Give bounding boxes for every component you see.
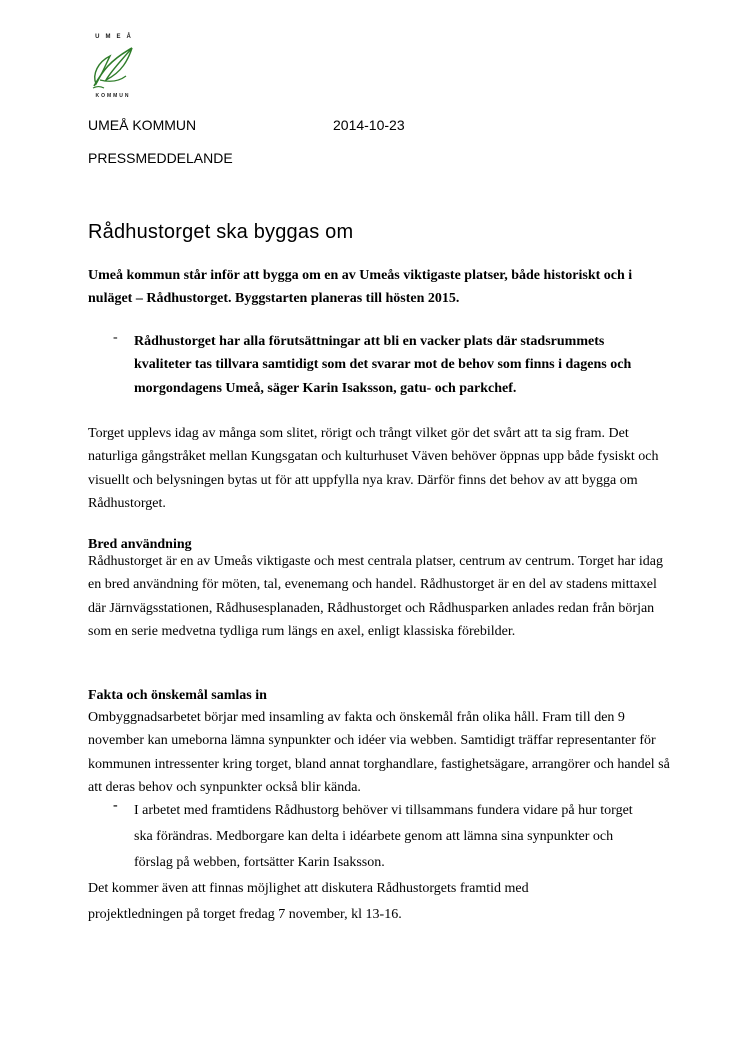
- closing-paragraph: Det kommer även att finnas möjlighet att diskutera Rådhustorgets framtid med projektledningen på torget fredag 7 november, kl 13-16.: [88, 881, 529, 922]
- quote1-text: Rådhustorget har alla förutsättningar att bli en vacker plats där stadsrummets kvaliteter tas tillvara samtidigt som det svarar mot de behov som finns i dagens och morgondagens Umeå, säger Karin Isaksson, gatu- och parkchef.: [134, 334, 632, 396]
- page-title: Rådhustorget ska byggas om: [88, 221, 354, 243]
- section1-text: Rådhustorget är en av Umeås viktigaste och mest centrala platser, centrum av centrum. Torget har idag en bred användning för möten, tal, evenemang och handel. Rådhustorget är en del av stadens mittaxel där Järnvägsstationen, Rådhusesplanaden, Rådhustorget och Rådhusparken anlades redan från början som en serie medvetna tydliga rum längs en axel, enligt klassiska förebilder.: [88, 554, 663, 639]
- section2-heading: Fakta och önskemål samlas in: [88, 688, 267, 703]
- document-type: PRESSMEDDELANDE: [88, 150, 233, 166]
- quote1-dash: -: [113, 330, 118, 345]
- lead-paragraph: Umeå kommun står inför att bygga om en av Umeås viktigaste platser, både historiskt och i nuläget – Rådhustorget. Byggstarten planeras till hösten 2015.: [88, 268, 633, 307]
- section1-heading: Bred användning: [88, 537, 192, 552]
- document-date: 2014-10-23: [333, 117, 405, 133]
- leaf-icon: [88, 42, 138, 92]
- organization-name: UMEÅ KOMMUN: [88, 117, 197, 133]
- logo-bottom-text: KOMMUN: [95, 93, 131, 99]
- umea-kommun-logo: [88, 34, 138, 102]
- quote2-dash: -: [113, 798, 118, 813]
- section2-text: Ombyggnadsarbetet börjar med insamling av fakta och önskemål från olika håll. Fram till den 9 november kan umeborna lämna synpunkter och idéer via webben. Samtidigt träffar representanter för kommunen intressenter kring torget, bland annat torghandlare, fastighetsägare, arrangörer och handel så att deras behov och synpunkter också blir kända.: [88, 710, 670, 795]
- intro-paragraph: Torget upplevs idag av många som slitet, rörigt och trångt vilket gör det svårt att ta sig fram. Det naturliga gångstråket mellan Kungsgatan och kulturhuset Väven behöver öppnas upp både fysiskt och visuellt och belysningen bytas ut för att uppfylla nya krav. Därför finns det behov av att bygga om Rådhustorget.: [88, 426, 659, 511]
- logo-top-text: UMEÅ: [95, 34, 137, 40]
- quote2-text: I arbetet med framtidens Rådhustorg behöver vi tillsammans fundera vidare på hur torget ska förändras. Medborgare kan delta i idéarbete genom att lämna sina synpunkter och förslag på webben, fortsätter Karin Isaksson.: [134, 803, 633, 870]
